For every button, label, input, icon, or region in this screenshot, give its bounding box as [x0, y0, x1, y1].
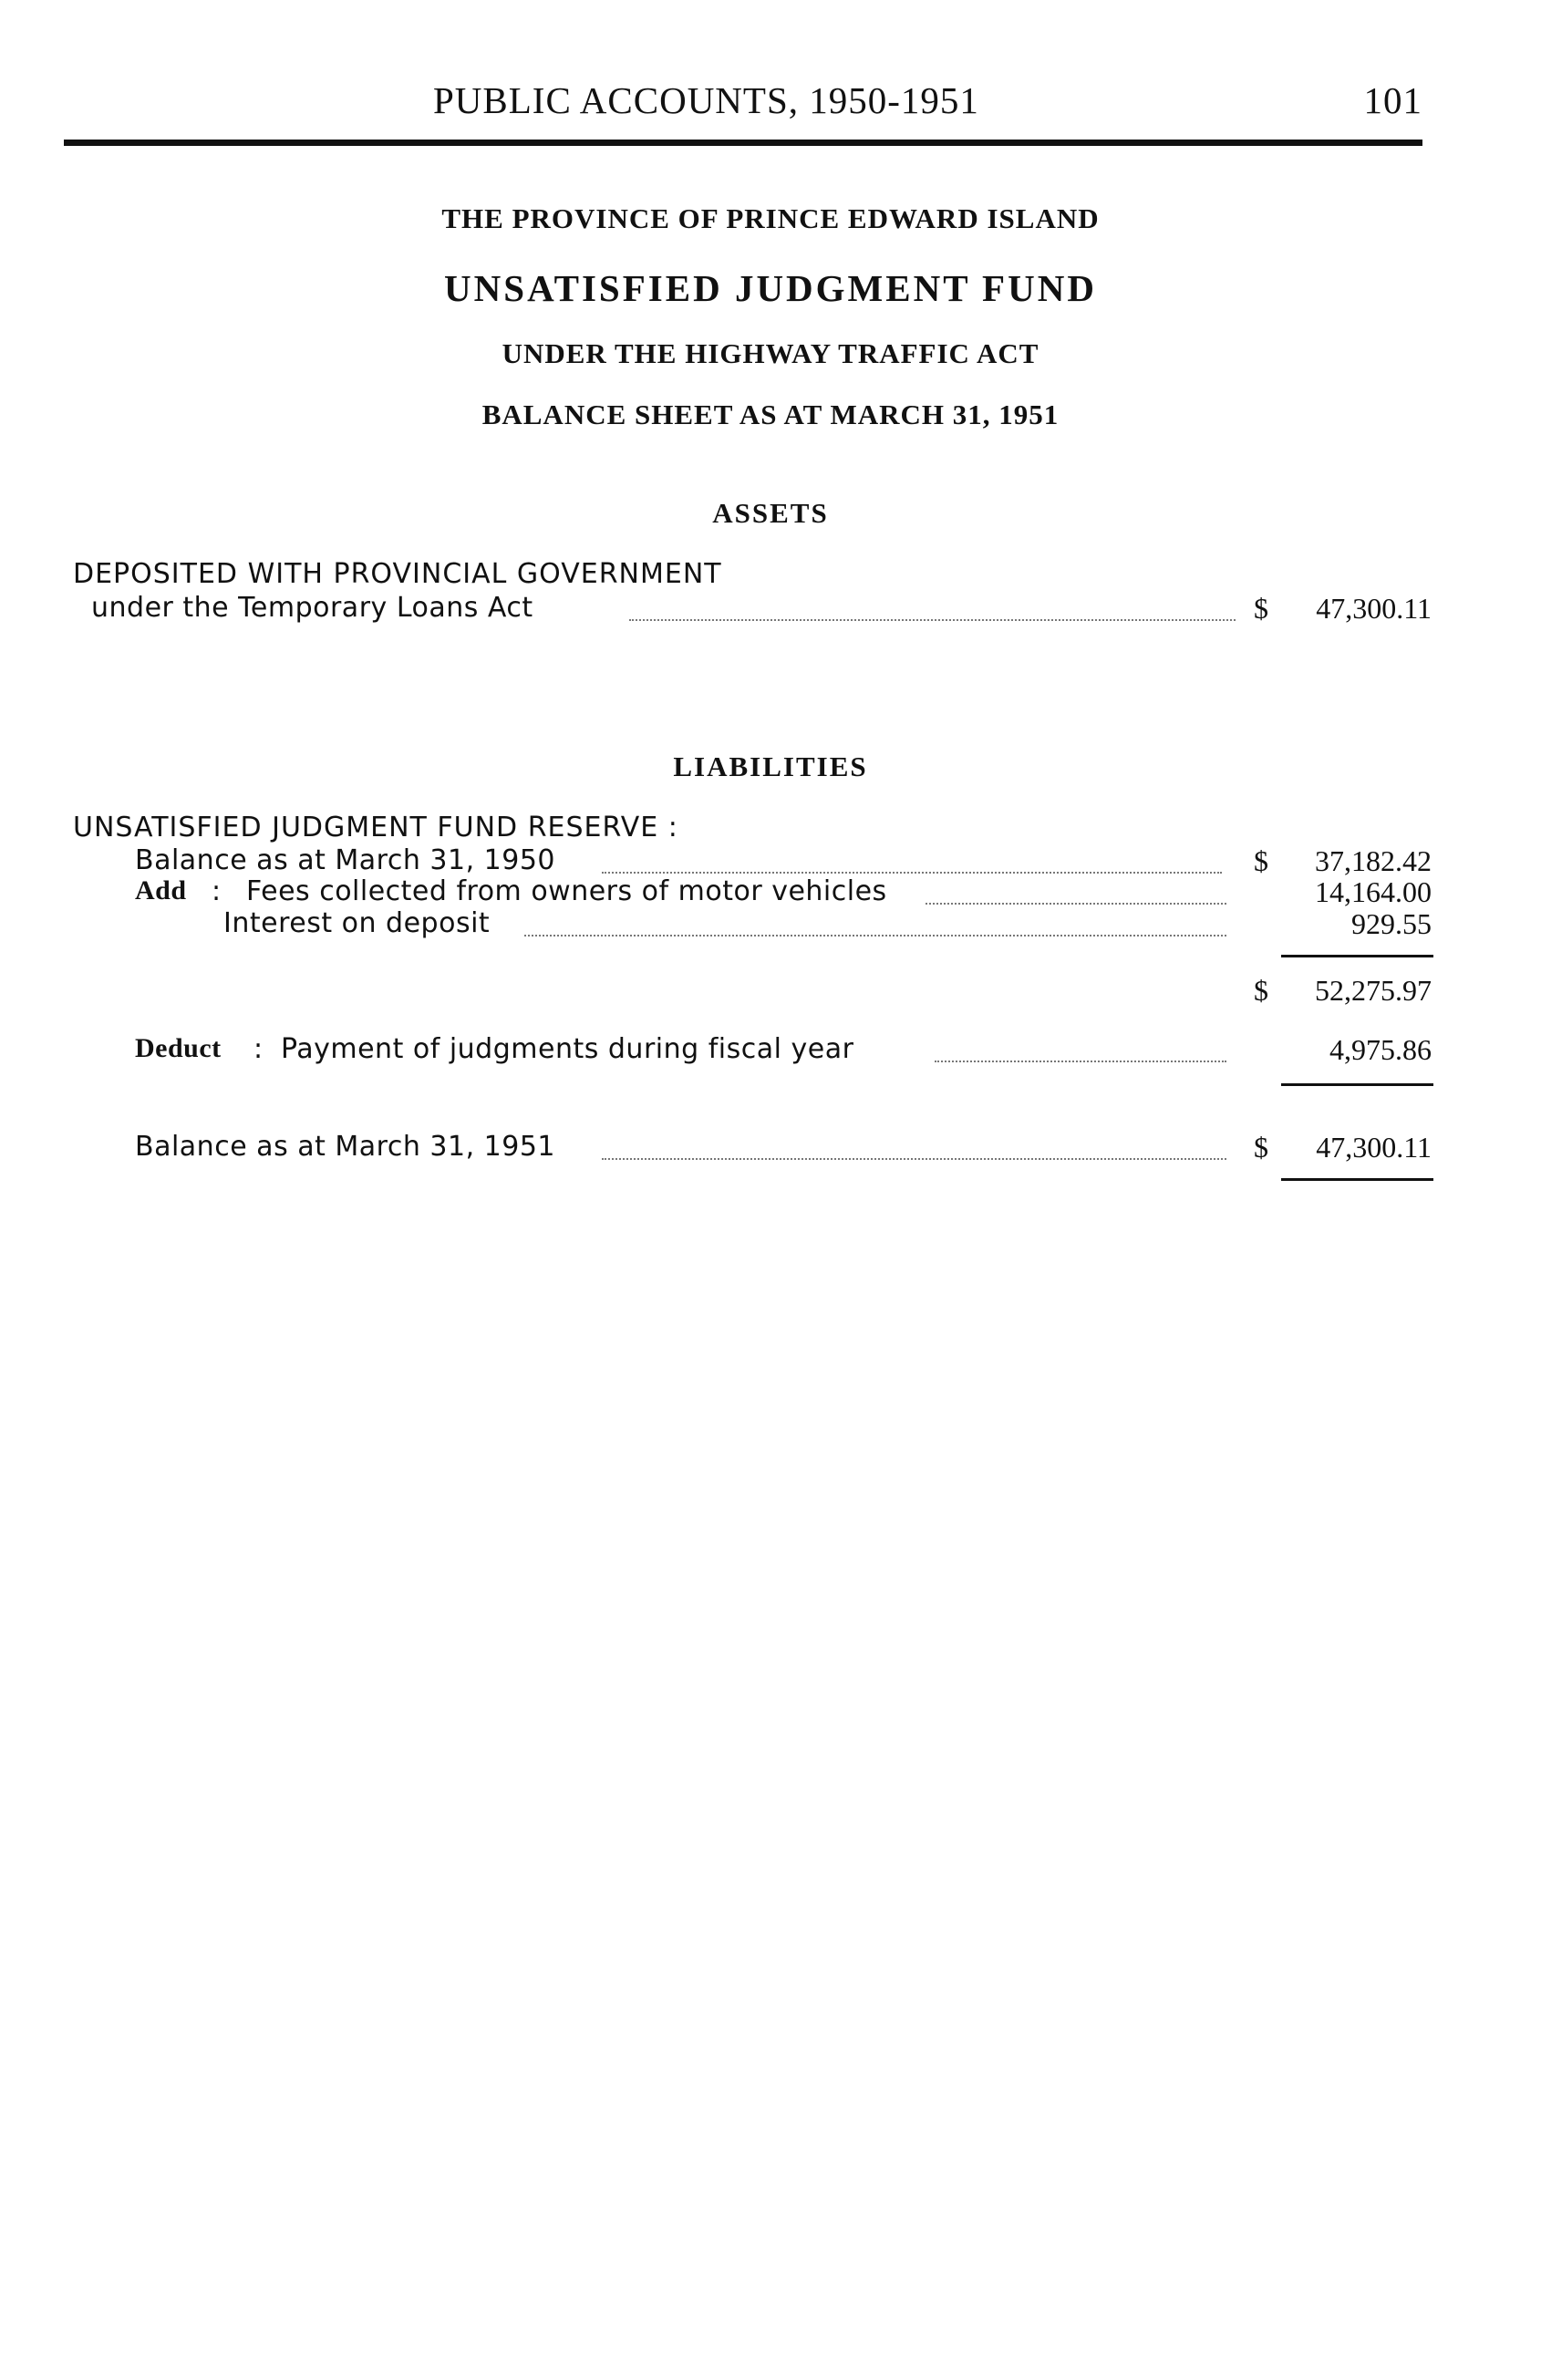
title-province: THE PROVINCE OF PRINCE EDWARD ISLAND — [441, 202, 1100, 234]
interest-label: Interest on deposit — [223, 907, 491, 939]
dot-leader — [602, 1158, 1226, 1160]
opening-balance-label: Balance as at March 31, 1950 — [135, 844, 555, 876]
liabilities-group-heading: UNSATISFIED JUDGMENT FUND RESERVE : — [73, 812, 678, 843]
title-balance-sheet-date: BALANCE SHEET AS AT MARCH 31, 1951 — [481, 398, 1060, 430]
interest-row — [0, 907, 1541, 944]
title-fund: UNSATISFIED JUDGMENT FUND — [444, 267, 1097, 309]
fees-row — [0, 875, 1541, 912]
assets-deposit-amount: 47,300.11 — [1316, 592, 1432, 625]
deduct-rule — [1281, 1083, 1433, 1086]
fees-label: Fees collected from owners of motor vehicles — [246, 875, 887, 907]
liabilities-heading: LIABILITIES — [673, 750, 868, 782]
dot-leader — [602, 872, 1222, 874]
subtotal-row — [0, 974, 1541, 1010]
running-title: PUBLIC ACCOUNTS, 1950-1951 — [433, 79, 979, 121]
deduct-amount: 4,975.86 — [1329, 1033, 1432, 1066]
closing-balance-row — [0, 1131, 1541, 1167]
closing-rule — [1281, 1178, 1433, 1181]
interest-amount: 929.55 — [1351, 907, 1432, 940]
currency-sign: $ — [1254, 1131, 1268, 1164]
title-act: UNDER THE HIGHWAY TRAFFIC ACT — [502, 337, 1039, 369]
dot-leader — [926, 903, 1226, 905]
dot-leader — [524, 935, 1226, 936]
closing-balance-amount: 47,300.11 — [1316, 1131, 1432, 1164]
dot-leader — [935, 1061, 1226, 1062]
currency-sign: $ — [1254, 974, 1268, 1007]
deduct-row — [0, 1033, 1541, 1070]
assets-heading: ASSETS — [712, 497, 829, 529]
opening-balance-amount: 37,182.42 — [1315, 844, 1432, 877]
deduct-prefix: Deduct — [135, 1033, 222, 1063]
deduct-label: Payment of judgments during fiscal year — [281, 1033, 854, 1065]
page-number: 101 — [1363, 79, 1422, 121]
subtotal-amount: 52,275.97 — [1315, 974, 1432, 1007]
subtotal-rule — [1281, 955, 1433, 957]
assets-group-heading: DEPOSITED WITH PROVINCIAL GOVERNMENT — [73, 558, 722, 590]
deduct-separator: : — [253, 1033, 264, 1065]
add-separator: : — [212, 875, 222, 907]
currency-sign: $ — [1254, 592, 1268, 625]
dot-leader — [629, 619, 1236, 621]
assets-deposit-row — [0, 592, 1541, 628]
currency-sign: $ — [1254, 844, 1268, 877]
add-prefix: Add — [135, 875, 187, 905]
fees-amount: 14,164.00 — [1315, 875, 1432, 908]
assets-deposit-label: under the Temporary Loans Act — [91, 592, 533, 624]
closing-balance-label: Balance as at March 31, 1951 — [135, 1131, 555, 1163]
header-rule — [64, 140, 1422, 146]
